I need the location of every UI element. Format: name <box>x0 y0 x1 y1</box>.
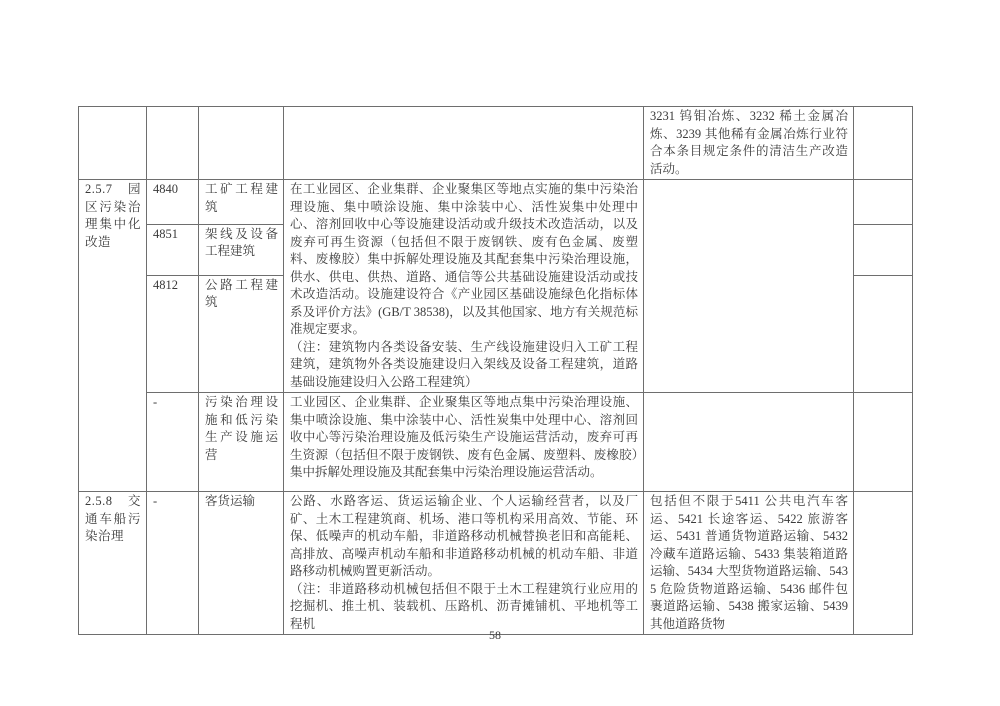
catalog-table <box>78 106 913 635</box>
description-cell-2-5-7 <box>284 180 644 393</box>
empty-category-cell <box>79 107 147 180</box>
spare-cell <box>854 107 913 180</box>
industry-codes-cell-2-5-8: 包括但不限于5411 公共电汽车客运、5421 长途客运、5422 旅游客运、5431 普通货物道路运输、5432 冷藏车道路运输、5433 集装箱道路运输、5434 大型货物道路运输、5435 危险货物道路运输、5436 邮件包裹道路运输、5438 搬家运输、5439 其他道路货物 <box>644 492 854 635</box>
description-note-2-5-7: （注：建筑物内各类设备安装、生产线设施建设归入工矿工程建筑，建筑物外各类设施建设归入架线及设备工程建筑，道路基础设施建设归入公路工程建筑） <box>290 339 638 389</box>
industry-codes-cell-operations <box>644 393 854 492</box>
name-cell-4840: 工矿工程建筑 <box>199 180 284 225</box>
spare-cell <box>854 393 913 492</box>
spare-cell <box>854 492 913 635</box>
code-cell-4840: 4840 <box>147 180 199 225</box>
spare-cell <box>854 180 913 225</box>
code-cell-4851: 4851 <box>147 224 199 275</box>
carryover-industry-codes-cell: 3231 钨钼冶炼、3232 稀土金属冶炼、3239 其他稀有金属冶炼行业符合本条目规定条件的清洁生产改造活动。 <box>644 107 854 180</box>
spare-cell <box>854 275 913 392</box>
code-cell-operations: - <box>147 393 199 492</box>
empty-name-cell <box>199 107 284 180</box>
empty-code-cell <box>147 107 199 180</box>
name-cell-4812: 公路工程建筑 <box>199 275 284 392</box>
code-cell-4812: 4812 <box>147 275 199 392</box>
empty-description-cell <box>284 107 644 180</box>
code-cell-2-5-8: - <box>147 492 199 635</box>
name-cell-operations: 污染治理设施和低污染生产设施运营 <box>199 393 284 492</box>
industry-codes-cell-2-5-7 <box>644 180 854 393</box>
name-cell-4851: 架线及设备工程建筑 <box>199 224 284 275</box>
spare-cell <box>854 224 913 275</box>
description-note-2-5-8: （注：非道路移动机械包括但不限于土木工程建筑行业应用的挖掘机、推土机、装载机、压路机、沥青摊铺机、平地机等工程机 <box>290 581 638 631</box>
name-cell-2-5-8: 客货运输 <box>199 492 284 635</box>
description-text-2-5-8: 公路、水路客运、货运运输企业、个人运输经营者，以及厂矿、土木工程建筑商、机场、港口等机构采用高效、节能、环保、低噪声的机动车船，非道路移动机械替换老旧和高能耗、高排放、高噪声机动车船和非道路移动机械的机动车船、非道路移动机械购置更新活动。 <box>290 494 638 578</box>
description-text-2-5-7: 在工业园区、企业集群、企业聚集区等地点实施的集中污染治理设施、集中喷涂设施、集中涂装中心、活性炭集中处理中心、溶剂回收中心等设施建设活动或升级技术改造活动，以及废弃可再生资源（包括但不限于废钢铁、废有色金属、废塑料、废橡胶）集中拆解处理设施及其配套集中污染治理设施，供水、供电、供热、道路、通信等公共基础设施建设活动或技术改造活动。设施建设符合《产业园区基础设施绿色化指标体系及评价方法》(GB/T 38538)，以及其他国家、地方有关规范标准规定要求。 <box>290 182 638 336</box>
category-cell-2-5-7: 2.5.7 园区污染治理集中化改造 <box>79 180 147 492</box>
category-cell-2-5-8: 2.5.8 交通车船污染治理 <box>79 492 147 635</box>
description-cell-2-5-8 <box>284 492 644 635</box>
page-number: 58 <box>489 628 501 642</box>
description-cell-operations: 工业园区、企业集群、企业聚集区等地点集中污染治理设施、集中喷涂设施、集中涂装中心、活性炭集中处理中心、溶剂回收中心等污染治理设施及低污染生产设施运营活动，废弃可再生资源（包括但不限于废钢铁、废有色金属、废塑料、废橡胶）集中拆解处理设施及其配套集中污染治理设施运营活动。 <box>284 393 644 492</box>
